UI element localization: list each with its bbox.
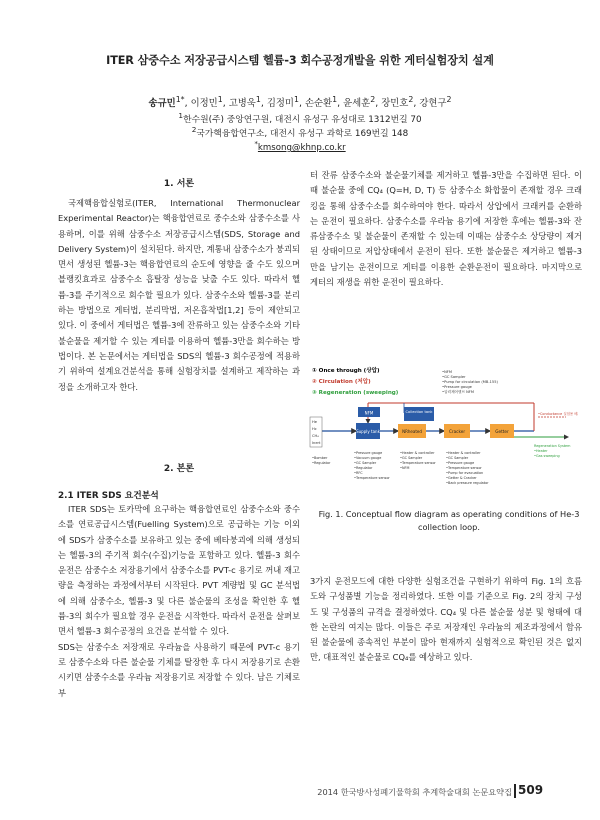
svg-text:He: He xyxy=(312,420,317,424)
subsection-heading: 2.1 ITER SDS 요건분석 xyxy=(58,491,159,501)
author-name: 손순환 xyxy=(304,98,333,110)
flow-diagram xyxy=(308,363,578,501)
author-email[interactable]: *kmsong@khnp.co.kr xyxy=(254,139,346,153)
svg-text:•GC Sampler: •GC Sampler xyxy=(442,375,466,379)
svg-text:Inert: Inert xyxy=(312,441,321,445)
svg-text:•Regulator: •Regulator xyxy=(312,461,331,465)
cracker-notes xyxy=(446,451,489,485)
body-paragraph: ITER SDS는 토카막에 요구하는 핵융합연료인 삼중수소와 중수소를 연료공급시스템(Fuelling System)으로 공급하는 기능 이외에 SDS가 삼중수소를 보유하고 있는 중에 베타붕괴에 의해 생성되는 헬륨-3의 주기적 회수(수집)기능을 포함하고 있다. 헬륨-3 회수운전은 삼중수소 저장용기에서 삼중수소를 PVT-c 용기로 꺼내 재고량을 측정하는 과정에서부터 시작된다. PVT 계량법 및 GC 분석법에 의해 삼중수소, 헬륨-3 및 다른 불순물의 조성을 확인한 후 헬륨-3의 회수가 필요할 경우 운전을 시작한다. 따라서 운전을 살펴보면서 헬륨-3 회수공정의 요건을 분석할 수 있다. SDS는 삼중수소 저장재로 우라늄을 사용하기 때문에 PVT-c 용기로 삼중수소와 다른 불순물 기체를 탈장한 후 다시 저장용기로 손환시키면 삼중수소를 우라늄 저장용기로 저장할 수 있다. 남은 기체로부 xyxy=(58,504,300,698)
paper-title: ITER 삼중수소 저장공급시스템 헬륨-3 회수공정개발을 위한 게터실험장치 설계 xyxy=(106,54,494,67)
author-name: 김정미 xyxy=(266,98,294,110)
author-name: 고병욱 xyxy=(228,98,256,110)
svg-text:•Temperature sensor: •Temperature sensor xyxy=(446,466,482,470)
svg-text:NFM: NFM xyxy=(364,410,374,416)
svg-text:•GC Sampler: •GC Sampler xyxy=(354,461,377,465)
affiliation-2: $^2$국가핵융합연구소, 대전시 유성구 과학로 169번길 148 xyxy=(191,125,409,139)
regeneration-notes xyxy=(534,444,571,458)
flow-diagram-figure xyxy=(308,363,578,501)
svg-text:Cracker: Cracker xyxy=(448,429,466,434)
svg-text:•Pressure gauge: •Pressure gauge xyxy=(442,385,472,389)
author-name: 송규민 xyxy=(148,98,176,110)
svg-text:•NFM: •NFM xyxy=(400,466,410,470)
svg-text:•Vacuum gauge: •Vacuum gauge xyxy=(354,456,382,460)
svg-text:Supply tank: Supply tank xyxy=(356,429,380,434)
footer-separator xyxy=(514,784,516,798)
svg-text:•Heater & controller: •Heater & controller xyxy=(400,451,435,455)
svg-text:•RFC: •RFC xyxy=(354,471,363,475)
legend-regeneration: ③ Regeneration (sweeping) xyxy=(312,390,399,396)
conductance-note: •Conductance 실험용 배관 xyxy=(538,412,578,416)
svg-text:•Gas sweeping: •Gas sweeping xyxy=(534,454,560,458)
svg-text:•Pressure gauge: •Pressure gauge xyxy=(354,451,383,455)
footer-text: 2014 한국방사성폐기물학회 추계학술대회 논문요약집 xyxy=(317,787,512,797)
svg-text:CH₄: CH₄ xyxy=(312,434,319,438)
svg-text:NRheated: NRheated xyxy=(402,429,422,434)
heater-notes xyxy=(400,451,436,470)
legend-once-through: ① Once through (상압) xyxy=(312,368,380,374)
author-name: 장민호 xyxy=(381,98,409,110)
svg-text:Hc: Hc xyxy=(312,427,317,431)
svg-text:•Regulator: •Regulator xyxy=(354,466,373,470)
section-heading: 2. 본론 xyxy=(163,464,195,474)
svg-text:•GC Sampler: •GC Sampler xyxy=(446,456,469,460)
body-paragraph: 터 잔류 삼중수소와 불순물기체를 제거하고 헬륨-3만을 수집하면 된다. 이때 불순물 중에 CQ₄ (Q=H, D, T) 등 삼중수소 화합물이 존재할 경우 크래킹을 통해 삼중수소를 회수하여야 한다. 따라서 상압에서 크래커를 순환하는 운전이 필요하다. 삼중수소를 우라늄 용기에 저장한 후에는 헬륨-3와 잔류삼중수소 및 불순물이 존재할 수 있는데 이때는 삼중수소 상당량이 제거된 상태이므로 저압상태에서 운전이 된다. 또한 불순물은 제거하고 헬륨-3만을 남기는 운전이므로 게터를 이용한 순환운전이 필요하다. 마지막으로 게터의 재생을 위한 운전이 필요하다. xyxy=(310,170,582,288)
legend-circulation: ② Circulation (저압) xyxy=(312,379,371,385)
left-notes xyxy=(312,456,331,465)
svg-text:•Heater: •Heater xyxy=(534,449,548,453)
svg-text:•NFM: •NFM xyxy=(442,370,452,374)
section-heading: 1. 서론 xyxy=(163,179,195,189)
svg-text:Getter: Getter xyxy=(495,429,509,434)
intro-paragraph: 국제핵융합실험로(ITER, International Thermonuclear Experimental Reactor)는 핵융합연료로 중수소와 삼중수소를 사용하며, 이를 위해 삼중수소 저장공급시스템(SDS, Storage and Delivery System)이 설치된다. 하지만, 계통내 삼중수소가 붕괴되면서 생성된 헬륨-3는 핵융합연료의 순도에 영향을 줄 수도 있으며 블랭킷효과로 삼중수소 흡탈장 성능을 낮출 수도 있다. 따라서 헬륨-3를 주기적으로 회수할 필요가 있다. 삼중수소와 헬륨-3를 분리하는 방법으로 게터법, 분리막법, 저온흡착법[1,2] 등이 제안되고 있다. 이 중에서 게터법은 헬륨-3에 잔류하고 있는 삼중수소와 기타 불순물을 제거할 수 있는 게터를 이용하여 헬륨-3만을 회수하는 방법이다. 본 논문에서는 게터법을 SDS의 헬륨-3 회수공정에 적용하기 위하여 설계요건분석을 통해 실험장치를 설계하고 제작하는 과정을 소개하고자 한다. xyxy=(58,198,300,392)
svg-text:•압력제어밸브 NFM: •압력제어밸브 NFM xyxy=(442,390,474,394)
top-notes xyxy=(442,370,498,394)
svg-text:•Pump for circulation (MB-155): •Pump for circulation (MB-155) xyxy=(442,380,498,384)
svg-text:•Bomber: •Bomber xyxy=(312,456,328,460)
svg-text:•Temperature sensor: •Temperature sensor xyxy=(400,461,436,465)
svg-text:Regeneration System: Regeneration System xyxy=(534,444,571,448)
svg-text:Collection tank: Collection tank xyxy=(405,410,433,414)
author-name: 윤세훈 xyxy=(343,98,371,110)
svg-text:•Getter & Cracker: •Getter & Cracker xyxy=(446,476,477,480)
svg-text:•Heater & controller: •Heater & controller xyxy=(446,451,481,455)
page-number: 509 xyxy=(518,783,544,797)
author-list: 송규민$^{1*}$, 이정민$^1$, 고병욱$^1$, 김정미$^1$, 손순환$^1$, 윤세훈$^2$, 장민호$^2$, 강현구$^2$ xyxy=(148,95,452,110)
author-name: 강현구 xyxy=(419,98,447,110)
svg-text:•Temperature sensor: •Temperature sensor xyxy=(354,476,390,480)
svg-text:•Pressure gauge: •Pressure gauge xyxy=(446,461,475,465)
body-paragraph: 3가지 운전모드에 대한 다양한 실험조건을 구현하기 위하여 Fig. 1의 흐름도와 구성품별 기능을 정리하였다. 또한 이를 기준으로 Fig. 2의 장치 구성도 및 구성품의 규격을 결정하였다. CQ₄ 및 다른 불순물 성분 및 형태에 대한 논란의 여지는 많다. 이들은 주로 저장재인 우라늄의 제조과정에서 함유된 불순물에 종속적인 부분이 많아 현재까지 실험적으로 확인된 것은 없지만, 대표적인 불순물로 CQ₄를 예상하고 있다. xyxy=(310,576,582,663)
svg-text:•Back pressure regulator: •Back pressure regulator xyxy=(446,481,489,485)
svg-text:•Pump for evacuation: •Pump for evacuation xyxy=(446,471,484,475)
author-name: 이정민 xyxy=(190,98,218,110)
svg-text:•GC Sampler: •GC Sampler xyxy=(400,456,423,460)
figure-caption: Fig. 1. Conceptual flow diagram as operating conditions of He-3 collection loop. xyxy=(318,509,580,532)
supply-notes xyxy=(354,451,390,480)
input-gases xyxy=(312,420,321,445)
affiliation-1: $^1$한수원(주) 중앙연구원, 대전시 유성구 유성대로 1312번길 70 xyxy=(178,111,422,125)
